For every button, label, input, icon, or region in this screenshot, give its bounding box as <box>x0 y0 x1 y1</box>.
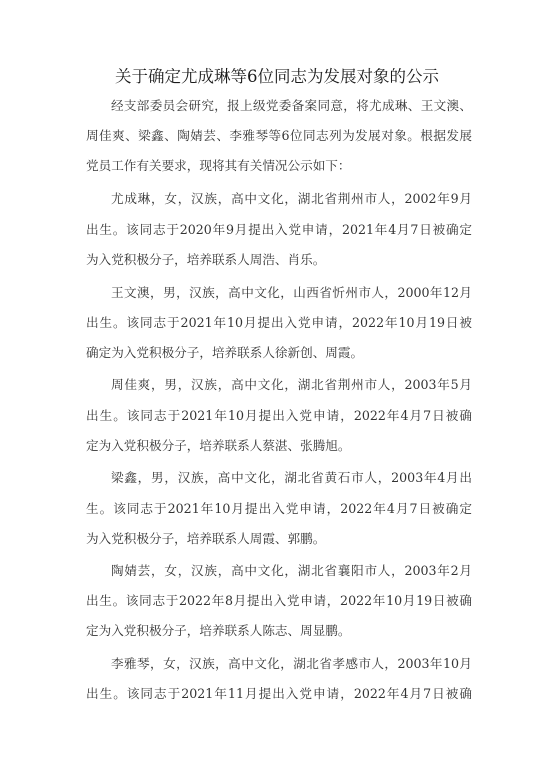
paragraph-line: 为入党积极分子，培养联系人周浩、肖乐。 <box>86 252 326 267</box>
paragraph-line: 李雅琴，女，汉族，高中文化，湖北省孝感市人，2003年10月 <box>111 656 472 671</box>
paragraph-line: 确定为入党积极分子，培养联系人徐新创、周霞。 <box>86 345 364 360</box>
paragraph-line: 生。该同志于2021年10月提出入党申请，2022年4月7日被确定 <box>86 501 472 516</box>
paragraph-line: 定为入党积极分子，培养联系人陈志、周显鹏。 <box>86 623 351 638</box>
paragraph-line: 周佳爽，男，汉族，高中文化，湖北省荆州市人，2003年5月 <box>111 377 472 392</box>
paragraph-line: 党员工作有关要求，现将其有关情况公示如下： <box>86 158 351 173</box>
paragraph-line: 王文澳，男，汉族，高中文化，山西省忻州市人，2000年12月 <box>111 285 472 300</box>
paragraph-line: 出生。该同志于2021年10月提出入党申请，2022年4月7日被确 <box>86 408 472 423</box>
paragraph-line: 尤成琳，女，汉族，高中文化，湖北省荆州市人，2002年9月 <box>111 191 472 206</box>
paragraph-line: 定为入党积极分子，培养联系人蔡湛、张腾旭。 <box>86 438 351 453</box>
paragraph-line: 出生。该同志于2021年11月提出入党申请，2022年4月7日被确 <box>86 686 472 701</box>
paragraph-line: 陶婧芸，女，汉族，高中文化，湖北省襄阳市人，2003年2月 <box>111 563 472 578</box>
paragraph-line: 出生。该同志于2020年9月提出入党申请，2021年4月7日被确定 <box>86 222 472 237</box>
paragraph-line: 出生。该同志于2022年8月提出入党申请，2022年10月19日被确 <box>86 593 472 608</box>
paragraph-line: 为入党积极分子，培养联系人周霞、郭鹏。 <box>86 531 326 546</box>
paragraph-line: 周佳爽、梁鑫、陶婧芸、李雅琴等6位同志列为发展对象。根据发展 <box>86 128 472 143</box>
paragraph-line: 出生。该同志于2021年10月提出入党申请，2022年10月19日被 <box>86 315 472 330</box>
paragraph-line: 经支部委员会研究，报上级党委备案同意，将尤成琳、王文澳、 <box>111 98 472 113</box>
document-title: 关于确定尤成琳等6位同志为发展对象的公示 <box>115 67 439 86</box>
paragraph-line: 梁鑫，男，汉族，高中文化，湖北省黄石市人，2003年4月出 <box>111 470 472 485</box>
